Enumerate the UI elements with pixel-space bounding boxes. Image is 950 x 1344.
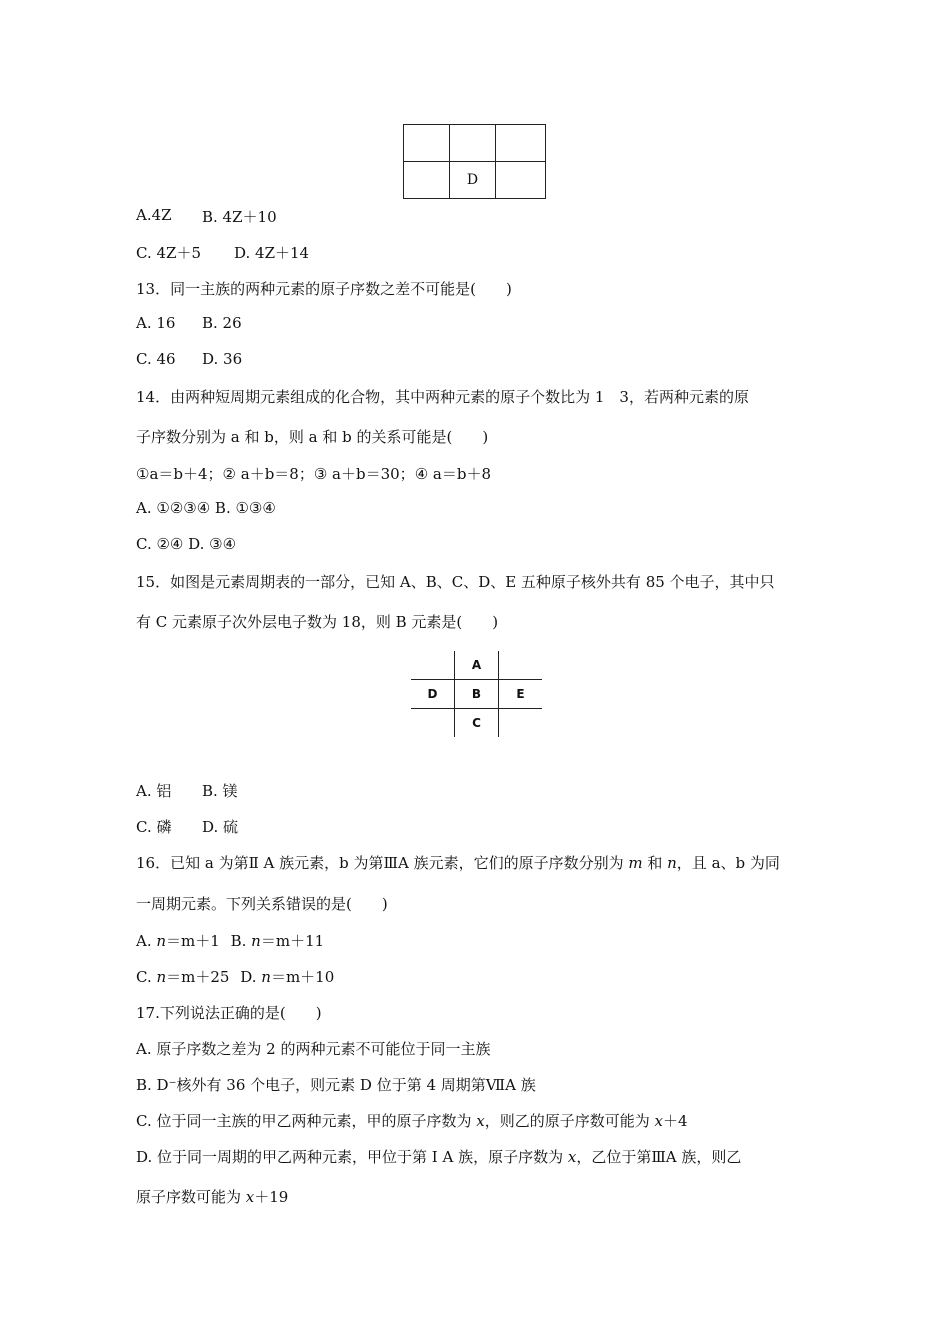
q15-stem-line1: 15．如图是元素周期表的一部分，已知 A、B、C、D、E 五种原子核外共有 85 个电子，其中只	[136, 573, 775, 591]
variable-n: n	[261, 968, 271, 986]
variable-n: n	[251, 932, 261, 950]
q16-option-d-label: D.	[240, 968, 262, 986]
variable-m: m	[628, 854, 643, 872]
q16-stem-text: 16．已知 a 为第Ⅱ A 族元素，b 为第ⅢA 族元素，它们的原子序数分别为	[136, 854, 629, 872]
q13-options-cd	[136, 350, 243, 368]
q15-option-d: D. 硫	[202, 818, 239, 836]
grid-cell-b: B	[455, 680, 499, 709]
q13-option-a: A. 16	[136, 314, 176, 332]
q17-option-d-text: ，乙位于第ⅢA 族，则乙	[576, 1148, 742, 1166]
grid-cell	[411, 651, 455, 680]
variable-x: x	[567, 1148, 577, 1166]
q16-stem-text: ，且 a、b 为同	[676, 854, 780, 872]
q15-options-cd	[136, 816, 239, 837]
q12-option-d: D. 4Z＋14	[234, 244, 310, 262]
q14-conditions: ①a＝b＋4；② a＋b＝8；③ a＋b＝30；④ a＝b＋8	[136, 465, 491, 483]
variable-n: n	[156, 932, 167, 950]
q16-option-a-label: A.	[136, 932, 157, 950]
q13-stem: 13．同一主族的两种元素的原子序数之差不可能是( )	[136, 280, 512, 298]
periodic-grid-figure-2	[411, 651, 542, 737]
q12-options-ab	[136, 206, 277, 226]
grid-cell	[411, 709, 455, 738]
variable-n: n	[156, 968, 167, 986]
q12-option-b: B. 4Z＋10	[202, 208, 277, 226]
q16-option-c-expr: ＝m＋25	[166, 968, 230, 986]
q14-options-cd: C. ②④ D. ③④	[136, 535, 237, 553]
q15-option-a: A. 铝	[136, 782, 172, 800]
variable-x: x	[245, 1188, 255, 1206]
q17-option-c-text: ＋4	[662, 1112, 688, 1130]
q12-options-cd	[136, 242, 310, 263]
q15-options-ab	[136, 780, 238, 801]
grid-cell	[450, 125, 496, 162]
q15-option-c: C. 磷	[136, 818, 172, 836]
q16-stem-text: 和	[642, 854, 668, 872]
q17-option-d-text: D. 位于同一周期的甲乙两种元素，甲位于第 Ⅰ A 族，原子序数为	[136, 1148, 568, 1166]
grid-cell-d: D	[411, 680, 455, 709]
q14-stem-line1: 14．由两种短周期元素组成的化合物，其中两种元素的原子个数比为 1 3，若两种元素的原	[136, 388, 749, 406]
q13-options-ab	[136, 314, 242, 332]
q15-option-b: B. 镁	[202, 782, 238, 800]
q16-options-cd	[136, 966, 334, 987]
grid-cell-c: C	[455, 709, 499, 738]
variable-n: n	[667, 854, 677, 872]
q17-option-b: B. D⁻核外有 36 个电子，则元素 D 位于第 4 周期第ⅦA 族	[136, 1076, 536, 1094]
periodic-grid-figure-1	[403, 124, 546, 199]
q17-option-c-text: ，则乙的原子序数可能为	[484, 1112, 655, 1130]
grid-cell-a: A	[455, 651, 499, 680]
q17-stem: 17.下列说法正确的是( )	[136, 1004, 322, 1022]
q16-stem-line2: 一周期元素。下列关系错误的是( )	[136, 895, 388, 913]
grid-cell	[496, 162, 546, 199]
grid-cell	[499, 709, 543, 738]
q14-stem-line2: 子序数分别为 a 和 b，则 a 和 b 的关系可能是( )	[136, 428, 489, 446]
q16-option-a-expr: ＝m＋1	[166, 932, 220, 950]
q17-option-d-text: ＋19	[254, 1188, 289, 1206]
grid-cell	[496, 125, 546, 162]
q16-options-ab	[136, 930, 324, 951]
q13-option-b: B. 26	[202, 314, 242, 332]
grid-cell	[404, 125, 450, 162]
variable-x: x	[654, 1112, 663, 1130]
grid-cell	[404, 162, 450, 199]
q17-option-d-line1	[136, 1146, 741, 1167]
q13-option-c: C. 46	[136, 350, 176, 368]
grid-cell-e: E	[499, 680, 543, 709]
q12-option-c: C. 4Z＋5	[136, 244, 201, 262]
q14-options-ab: A. ①②③④ B. ①③④	[136, 499, 276, 517]
grid-cell	[499, 651, 543, 680]
q17-option-a: A. 原子序数之差为 2 的两种元素不可能位于同一主族	[136, 1040, 491, 1058]
q12-option-a: A.4Z	[136, 206, 172, 224]
q17-option-c	[136, 1110, 688, 1131]
q16-option-d-expr: ＝m＋10	[270, 968, 335, 986]
q16-option-b-expr: ＝m＋11	[260, 932, 325, 950]
variable-x: x	[476, 1112, 485, 1130]
q17-option-c-text: C. 位于同一主族的甲乙两种元素，甲的原子序数为	[136, 1112, 477, 1130]
grid-cell-d: D	[450, 162, 496, 199]
q16-stem-line1	[136, 852, 780, 873]
q16-option-c-label: C.	[136, 968, 157, 986]
q13-option-d: D. 36	[202, 350, 243, 368]
q15-stem-line2: 有 C 元素原子次外层电子数为 18，则 B 元素是( )	[136, 613, 499, 631]
q17-option-d-line2	[136, 1186, 288, 1207]
q16-option-b-label: B.	[230, 932, 252, 950]
q17-option-d-text: 原子序数可能为	[136, 1188, 246, 1206]
